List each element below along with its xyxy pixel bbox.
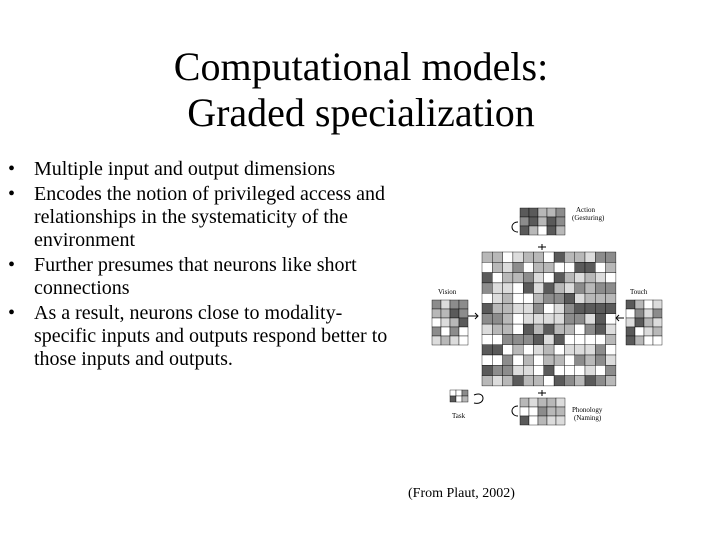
bullet-list: [0, 158, 400, 373]
hidden-unit-cell: [595, 345, 605, 355]
hidden-unit-cell: [523, 345, 533, 355]
vision-unit-cell: [432, 327, 441, 336]
hidden-unit-cell: [503, 304, 513, 314]
hidden-unit-cell: [554, 283, 564, 293]
hidden-unit-cell: [606, 293, 616, 303]
hidden-unit-cell: [564, 376, 574, 386]
slide-title-line-1: Computational models:: [173, 44, 549, 89]
vision-unit-cell: [459, 300, 468, 309]
vision-unit-cell: [432, 336, 441, 345]
vision-unit-cell: [432, 309, 441, 318]
hidden-unit-cell: [513, 314, 523, 324]
hidden-unit-cell: [523, 355, 533, 365]
hidden-unit-cell: [554, 293, 564, 303]
touch-unit-group: [626, 300, 662, 345]
bullet-dot: •: [8, 158, 16, 180]
vision-unit-cell: [459, 309, 468, 318]
action-sublabel: (Gesturing): [572, 214, 605, 222]
hidden-unit-cell: [482, 293, 492, 303]
hidden-unit-cell: [595, 293, 605, 303]
touch-unit-cell: [626, 300, 635, 309]
slide-title-line-2: Graded specialization: [187, 90, 535, 135]
hidden-unit-cell: [534, 252, 544, 262]
action-unit-cell: [520, 226, 529, 235]
hidden-unit-cell: [544, 376, 554, 386]
touch-unit-cell: [644, 318, 653, 327]
hidden-unit-cell: [595, 376, 605, 386]
hidden-unit-cell: [523, 365, 533, 375]
bullet-item: [0, 158, 400, 181]
vision-unit-cell: [450, 309, 459, 318]
phonology-unit-cell: [520, 416, 529, 425]
action-unit-cell: [556, 208, 565, 217]
hidden-unit-cell: [606, 376, 616, 386]
hidden-unit-cell: [523, 376, 533, 386]
touch-unit-cell: [653, 336, 662, 345]
hidden-unit-cell: [595, 252, 605, 262]
hidden-unit-cell: [564, 293, 574, 303]
hidden-unit-cell: [595, 283, 605, 293]
hidden-unit-cell: [482, 324, 492, 334]
vision-unit-cell: [450, 318, 459, 327]
phonology-unit-cell: [547, 398, 556, 407]
phonology-label: Phonology: [572, 406, 603, 414]
hidden-unit-cell: [595, 273, 605, 283]
phonology-unit-group: [520, 398, 565, 425]
action-unit-cell: [529, 217, 538, 226]
hidden-unit-cell: [534, 262, 544, 272]
hidden-unit-cell: [606, 252, 616, 262]
hidden-unit-cell: [513, 334, 523, 344]
action-unit-cell: [520, 208, 529, 217]
hidden-unit-cell: [534, 355, 544, 365]
touch-unit-cell: [635, 336, 644, 345]
hidden-unit-cell: [544, 293, 554, 303]
hidden-unit-cell: [534, 365, 544, 375]
hidden-unit-cell: [492, 252, 502, 262]
hidden-unit-cell: [606, 355, 616, 365]
task-unit-cell: [450, 390, 456, 396]
hidden-unit-cell: [554, 273, 564, 283]
hidden-unit-cell: [492, 273, 502, 283]
vision-unit-cell: [459, 318, 468, 327]
hidden-unit-cell: [503, 314, 513, 324]
touch-unit-cell: [653, 318, 662, 327]
action-unit-cell: [547, 208, 556, 217]
action-connection-arrow: [538, 244, 546, 250]
hidden-unit-cell: [534, 314, 544, 324]
vision-unit-cell: [459, 327, 468, 336]
hidden-unit-cell: [564, 345, 574, 355]
hidden-unit-cell: [564, 304, 574, 314]
hidden-unit-cell: [544, 252, 554, 262]
vision-connection-arrow: [468, 313, 478, 319]
hidden-unit-cell: [606, 273, 616, 283]
hidden-unit-cell: [544, 334, 554, 344]
hidden-unit-cell: [585, 365, 595, 375]
phonology-unit-cell: [529, 407, 538, 416]
hidden-unit-cell: [492, 304, 502, 314]
hidden-unit-cell: [513, 283, 523, 293]
bullet-text: Multiple input and output dimensions: [34, 158, 336, 180]
hidden-unit-cell: [544, 262, 554, 272]
hidden-unit-cell: [575, 273, 585, 283]
bullet-dot: •: [8, 183, 16, 205]
hidden-unit-cell: [503, 345, 513, 355]
hidden-unit-cell: [534, 283, 544, 293]
hidden-unit-cell: [534, 273, 544, 283]
hidden-unit-cell: [492, 262, 502, 272]
hidden-unit-cell: [554, 376, 564, 386]
hidden-unit-cell: [554, 252, 564, 262]
hidden-unit-cell: [595, 334, 605, 344]
phonology-unit-cell: [547, 407, 556, 416]
hidden-unit-cell: [482, 376, 492, 386]
hidden-unit-cell: [482, 314, 492, 324]
phonology-unit-cell: [556, 416, 565, 425]
phonology-unit-cell: [556, 398, 565, 407]
hidden-unit-cell: [513, 355, 523, 365]
touch-unit-cell: [644, 327, 653, 336]
vision-unit-cell: [459, 336, 468, 345]
task-unit-cell: [450, 396, 456, 402]
hidden-unit-cell: [503, 376, 513, 386]
phonology-unit-cell: [529, 398, 538, 407]
hidden-unit-cell: [575, 252, 585, 262]
hidden-unit-cell: [544, 324, 554, 334]
bullet-dot: •: [8, 302, 16, 324]
bullet-text: Encodes the notion of privileged access and relationships in the systematicity of the environment: [34, 183, 385, 251]
hidden-unit-cell: [492, 334, 502, 344]
touch-unit-cell: [635, 327, 644, 336]
touch-unit-cell: [635, 309, 644, 318]
figure-caption: (From Plaut, 2002): [408, 486, 515, 501]
hidden-unit-cell: [482, 345, 492, 355]
hidden-unit-cell: [575, 324, 585, 334]
phonology-unit-cell: [547, 416, 556, 425]
phonology-unit-cell: [538, 398, 547, 407]
hidden-unit-cell: [523, 334, 533, 344]
hidden-unit-cell: [554, 262, 564, 272]
vision-unit-cell: [450, 300, 459, 309]
hidden-unit-cell: [534, 334, 544, 344]
action-unit-cell: [529, 226, 538, 235]
hidden-unit-cell: [544, 273, 554, 283]
slide-title: [0, 44, 720, 136]
hidden-unit-cell: [544, 365, 554, 375]
hidden-unit-cell: [503, 283, 513, 293]
hidden-unit-cell: [513, 376, 523, 386]
hidden-unit-cell: [513, 262, 523, 272]
touch-unit-cell: [644, 300, 653, 309]
hidden-unit-cell: [523, 252, 533, 262]
hidden-unit-cell: [564, 365, 574, 375]
hidden-unit-cell: [564, 334, 574, 344]
hidden-unit-cell: [585, 293, 595, 303]
hidden-unit-cell: [606, 304, 616, 314]
hidden-unit-cell: [544, 314, 554, 324]
task-unit-cell: [456, 396, 462, 402]
hidden-unit-cell: [575, 334, 585, 344]
hidden-unit-cell: [513, 304, 523, 314]
hidden-unit-cell: [523, 324, 533, 334]
hidden-unit-cell: [513, 365, 523, 375]
hidden-unit-cell: [523, 262, 533, 272]
touch-unit-cell: [653, 309, 662, 318]
phonology-unit-cell: [529, 416, 538, 425]
hidden-unit-cell: [492, 314, 502, 324]
hidden-unit-cell: [482, 283, 492, 293]
hidden-unit-cell: [554, 365, 564, 375]
hidden-unit-cell: [492, 376, 502, 386]
hidden-unit-cell: [554, 304, 564, 314]
hidden-unit-cell: [503, 273, 513, 283]
touch-unit-cell: [653, 300, 662, 309]
vision-unit-cell: [441, 327, 450, 336]
hidden-unit-cell: [585, 252, 595, 262]
hidden-unit-cell: [492, 324, 502, 334]
hidden-unit-cell: [575, 345, 585, 355]
phonology-unit-cell: [556, 407, 565, 416]
hidden-unit-cell: [606, 314, 616, 324]
action-unit-cell: [547, 217, 556, 226]
vision-unit-cell: [441, 300, 450, 309]
hidden-unit-cell: [534, 345, 544, 355]
hidden-unit-cell: [585, 376, 595, 386]
vision-label: Vision: [438, 288, 457, 296]
hidden-unit-cell: [523, 304, 533, 314]
hidden-unit-cell: [585, 283, 595, 293]
hidden-unit-cell: [606, 365, 616, 375]
hidden-unit-cell: [513, 324, 523, 334]
touch-unit-cell: [626, 318, 635, 327]
action-unit-cell: [538, 217, 547, 226]
hidden-unit-cell: [564, 262, 574, 272]
vision-unit-cell: [441, 309, 450, 318]
hidden-unit-cell: [503, 334, 513, 344]
task-unit-cell: [462, 396, 468, 402]
hidden-unit-cell: [606, 324, 616, 334]
hidden-unit-cell: [606, 262, 616, 272]
hidden-unit-cell: [595, 355, 605, 365]
bullet-text: Further presumes that neurons like short connections: [34, 254, 357, 299]
hidden-unit-cell: [513, 293, 523, 303]
hidden-unit-cell: [585, 273, 595, 283]
hidden-unit-cell: [513, 252, 523, 262]
hidden-unit-cell: [564, 314, 574, 324]
vision-unit-cell: [450, 336, 459, 345]
hidden-unit-cell: [503, 324, 513, 334]
hidden-unit-cell: [575, 293, 585, 303]
hidden-unit-cell: [503, 293, 513, 303]
vision-unit-group: [432, 300, 468, 345]
touch-unit-cell: [653, 327, 662, 336]
action-unit-cell: [556, 217, 565, 226]
hidden-unit-cell: [575, 355, 585, 365]
hidden-unit-cell: [564, 273, 574, 283]
vision-unit-cell: [432, 300, 441, 309]
hidden-unit-cell: [523, 273, 533, 283]
vision-unit-cell: [450, 327, 459, 336]
phonology-unit-cell: [538, 407, 547, 416]
action-unit-cell: [538, 208, 547, 217]
action-unit-cell: [538, 226, 547, 235]
hidden-unit-cell: [554, 345, 564, 355]
task-arrow: [474, 394, 483, 403]
hidden-unit-cell: [482, 365, 492, 375]
hidden-unit-cell: [575, 304, 585, 314]
hidden-unit-cell: [523, 283, 533, 293]
task-unit-cell: [462, 390, 468, 396]
hidden-unit-cell: [564, 324, 574, 334]
hidden-unit-cell: [585, 314, 595, 324]
hidden-unit-cell: [534, 324, 544, 334]
hidden-unit-cell: [595, 304, 605, 314]
hidden-unit-cell: [585, 355, 595, 365]
hidden-unit-cell: [564, 355, 574, 365]
hidden-unit-cell: [606, 334, 616, 344]
action-label: Action: [576, 206, 596, 214]
hidden-unit-cell: [492, 365, 502, 375]
phonology-sublabel: (Naming): [574, 414, 602, 422]
hidden-unit-cell: [523, 293, 533, 303]
hidden-unit-cell: [482, 355, 492, 365]
hidden-layer-grid: [482, 252, 616, 386]
touch-unit-cell: [626, 336, 635, 345]
action-recurrent-arrow: [512, 222, 518, 232]
hidden-unit-cell: [482, 334, 492, 344]
touch-unit-cell: [635, 318, 644, 327]
hidden-unit-cell: [595, 314, 605, 324]
hidden-unit-cell: [513, 273, 523, 283]
action-unit-group: [520, 208, 565, 235]
hidden-unit-cell: [482, 304, 492, 314]
touch-unit-cell: [626, 309, 635, 318]
hidden-unit-cell: [544, 283, 554, 293]
hidden-unit-cell: [554, 334, 564, 344]
hidden-unit-cell: [575, 283, 585, 293]
action-unit-cell: [547, 226, 556, 235]
touch-unit-cell: [626, 327, 635, 336]
hidden-unit-cell: [575, 365, 585, 375]
phonology-recurrent-arrow: [512, 406, 518, 416]
hidden-unit-cell: [564, 283, 574, 293]
hidden-unit-cell: [554, 314, 564, 324]
hidden-unit-cell: [585, 345, 595, 355]
phonology-unit-cell: [538, 416, 547, 425]
task-unit-group: [450, 390, 468, 402]
hidden-unit-cell: [595, 262, 605, 272]
hidden-unit-cell: [575, 314, 585, 324]
hidden-unit-cell: [492, 355, 502, 365]
vision-unit-cell: [441, 318, 450, 327]
hidden-unit-cell: [492, 283, 502, 293]
action-unit-cell: [520, 217, 529, 226]
hidden-unit-cell: [503, 262, 513, 272]
hidden-unit-cell: [503, 252, 513, 262]
hidden-unit-cell: [606, 345, 616, 355]
touch-unit-cell: [635, 300, 644, 309]
hidden-unit-cell: [492, 293, 502, 303]
hidden-unit-cell: [585, 304, 595, 314]
hidden-unit-cell: [482, 262, 492, 272]
hidden-unit-cell: [595, 324, 605, 334]
touch-label: Touch: [630, 288, 648, 296]
hidden-unit-cell: [513, 345, 523, 355]
phonology-connection-arrow: [538, 390, 546, 396]
task-label: Task: [452, 412, 466, 420]
action-unit-cell: [529, 208, 538, 217]
hidden-unit-cell: [503, 365, 513, 375]
touch-unit-cell: [644, 309, 653, 318]
bullet-item: [0, 254, 400, 300]
network-diagram-figure: [420, 200, 670, 435]
hidden-unit-cell: [585, 324, 595, 334]
hidden-unit-cell: [482, 252, 492, 262]
hidden-unit-cell: [503, 355, 513, 365]
phonology-unit-cell: [520, 407, 529, 416]
hidden-unit-cell: [554, 355, 564, 365]
hidden-unit-cell: [544, 355, 554, 365]
hidden-unit-cell: [554, 324, 564, 334]
hidden-unit-cell: [575, 376, 585, 386]
hidden-unit-cell: [595, 365, 605, 375]
hidden-unit-cell: [606, 283, 616, 293]
hidden-unit-cell: [585, 334, 595, 344]
hidden-unit-cell: [585, 262, 595, 272]
hidden-unit-cell: [523, 314, 533, 324]
vision-unit-cell: [432, 318, 441, 327]
hidden-unit-cell: [534, 376, 544, 386]
bullet-item: [0, 183, 400, 252]
vision-unit-cell: [441, 336, 450, 345]
hidden-unit-cell: [534, 293, 544, 303]
hidden-unit-cell: [492, 345, 502, 355]
touch-unit-cell: [644, 336, 653, 345]
phonology-unit-cell: [520, 398, 529, 407]
action-unit-cell: [556, 226, 565, 235]
hidden-unit-cell: [482, 273, 492, 283]
hidden-unit-cell: [544, 304, 554, 314]
touch-connection-arrow: [616, 315, 624, 321]
hidden-unit-cell: [575, 262, 585, 272]
bullet-item: [0, 302, 400, 371]
task-unit-cell: [456, 390, 462, 396]
hidden-unit-cell: [564, 252, 574, 262]
hidden-unit-cell: [544, 345, 554, 355]
bullet-dot: •: [8, 254, 16, 276]
bullet-text: As a result, neurons close to modality-specific inputs and outputs respond better to those inputs and outputs.: [34, 302, 388, 370]
hidden-unit-cell: [534, 304, 544, 314]
